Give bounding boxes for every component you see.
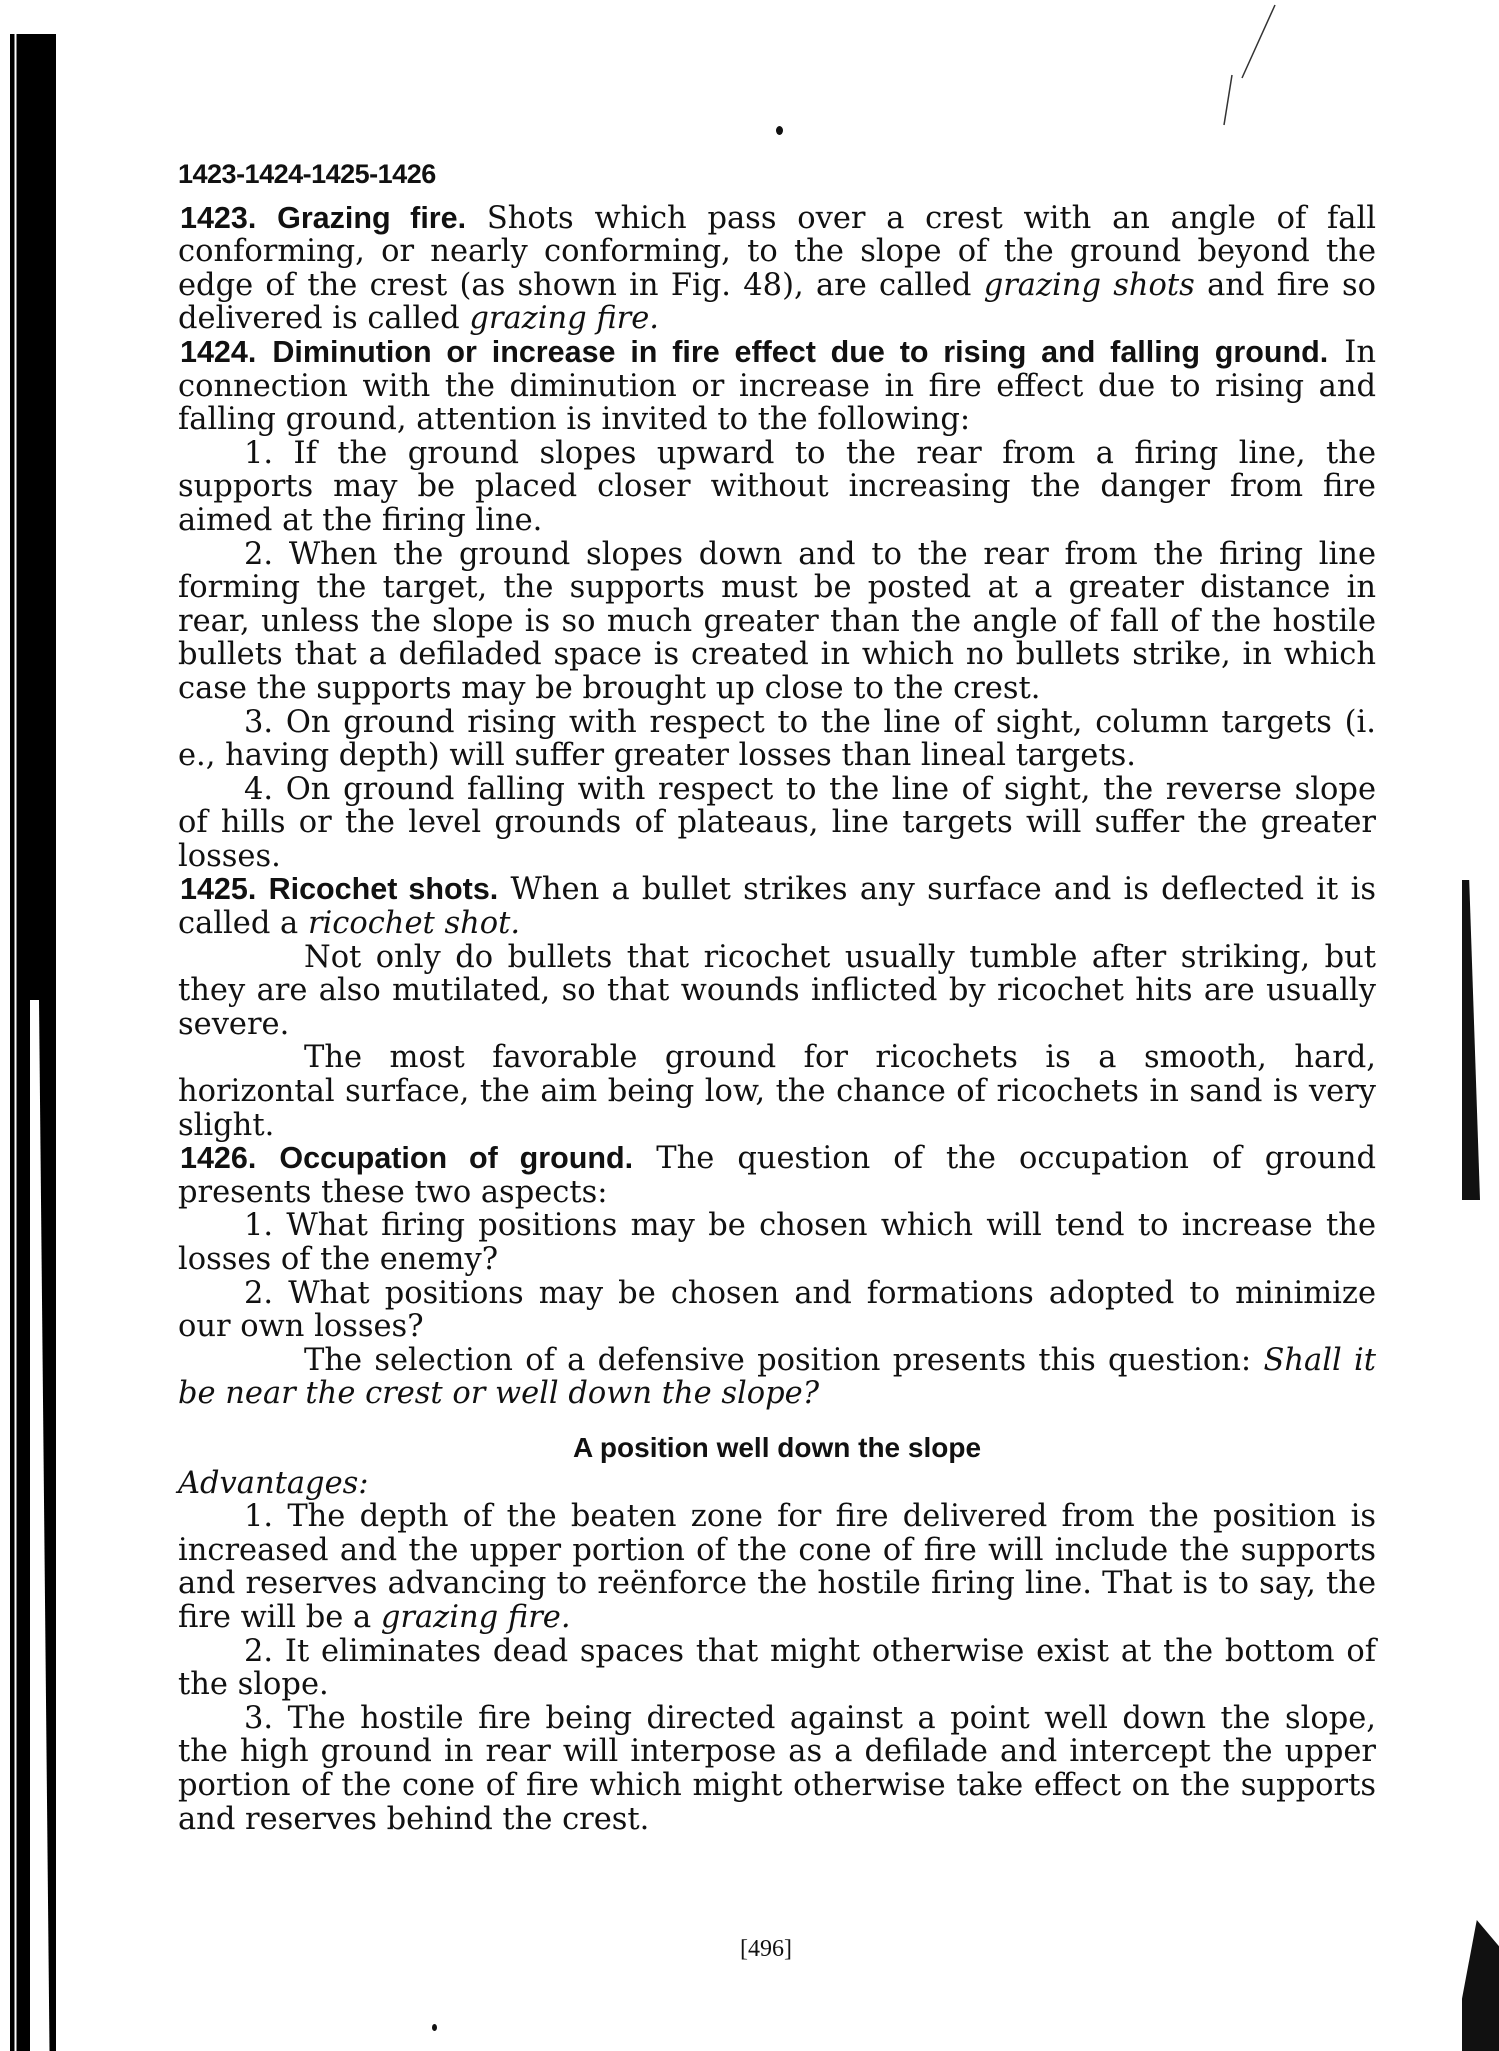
pencil-mark	[1170, 0, 1280, 130]
section-1425	[178, 873, 1376, 940]
list-item: 3. The hostile fire being directed against a point well down the slope, the high ground in rear will interpose as a defilade and intercept the upper portion of the cone of fire which might otherwise take effect on the supports and reserves behind the crest.	[178, 1700, 1376, 1837]
section-1424	[178, 336, 1376, 437]
list-item: 2. It eliminates dead spaces that might otherwise exist at the bottom of the slope.	[178, 1633, 1376, 1703]
list-item: 1. What firing positions may be chosen which will tend to increase the losses of the enemy?	[178, 1208, 1376, 1277]
list-item: 2. What positions may be chosen and formations adopted to minimize our own losses?	[178, 1275, 1376, 1345]
section-1423	[178, 202, 1376, 336]
section-text: Shots which pass over a crest with an angle of fall conforming, or nearly conforming, to the slope of the ground beyond the edge of the crest (as shown in Fig. 48), are called	[178, 200, 1376, 303]
section-number: 1425.	[180, 872, 257, 907]
advantages-label: Advantages:	[178, 1465, 369, 1501]
list-item: 3. On ground rising with respect to the line of sight, column targets (i. e., having depth) will suffer greater losses than lineal targets.	[178, 704, 1376, 774]
section-title: Ricochet shots.	[268, 872, 499, 907]
list-item: 1. If the ground slopes upward to the rear from a firing line, the supports may be placed closer without increasing the danger from fire aimed at the firing line.	[178, 435, 1376, 538]
section-title: Grazing fire.	[277, 200, 467, 235]
list-item: 4. On ground falling with respect to the line of sight, the reverse slope of hills or the level grounds of plateaus, line targets will suffer the greater losses.	[178, 771, 1376, 874]
document-page	[178, 158, 1376, 1836]
running-head: 1423-1424-1425-1426	[178, 159, 436, 189]
section-text: and fire so delivered is called	[178, 267, 1376, 337]
scan-edge-right-bottom	[1462, 1920, 1499, 2051]
section-1426	[178, 1142, 1376, 1209]
section-title: Occupation of ground.	[279, 1141, 634, 1176]
closing-text: The selection of a defensive position presents this question:	[304, 1342, 1264, 1378]
section-number: 1423.	[180, 200, 257, 235]
list-item: 2. When the ground slopes down and to the rear from the firing line forming the target, the supports must be posted at a greater distance in rear, unless the slope is so much greater than the angle of fall of the hostile bullets that a defiladed space is created in which no bullets strike, in which case the supports may be brought up close to the crest.	[178, 536, 1376, 706]
paragraph: The most favorable ground for ricochets is a smooth, hard, horizontal surface, the aim being low, the chance of ricochets in sand is very slight.	[178, 1040, 1376, 1143]
page-number: [496]	[740, 1936, 792, 1962]
speck	[432, 2024, 437, 2031]
section-text: In connection with the diminution or increase in fire effect due to rising and falling ground, attention is invited to the following:	[178, 334, 1377, 438]
list-item	[178, 1500, 1376, 1634]
section-text-italic: grazing fire.	[469, 301, 660, 337]
section-number: 1424.	[180, 334, 257, 369]
section-text-italic: grazing shots	[983, 267, 1195, 303]
list-item-italic: grazing fire.	[380, 1599, 571, 1635]
section-text: The question of the occupation of ground presents these two aspects:	[178, 1141, 1376, 1210]
section-text: When a bullet strikes any surface and is deflected it is called a	[178, 872, 1376, 942]
section-number: 1426.	[180, 1141, 257, 1176]
paragraph	[178, 1344, 1376, 1411]
closing-question: Shall it be near the crest or well down the slope?	[178, 1342, 1376, 1412]
section-title: Diminution or increase in fire effect due to rising and falling ground.	[272, 334, 1329, 369]
section-text-italic: ricochet shot.	[307, 906, 521, 942]
list-item-text: 1. The depth of the beaten zone for fire delivered from the position is increased and the upper portion of the cone of fire will include the supports and reserves advancing to reënforce the hostile firing line. That is to say, the fire will be a	[178, 1499, 1376, 1635]
speck	[776, 126, 783, 135]
paragraph: Not only do bullets that ricochet usually tumble after striking, but they are also mutilated, so that wounds inflicted by ricochet hits are usually severe.	[178, 939, 1376, 1042]
scan-edge-right	[1462, 880, 1480, 1200]
subsection-heading: A position well down the slope	[572, 1431, 982, 1463]
